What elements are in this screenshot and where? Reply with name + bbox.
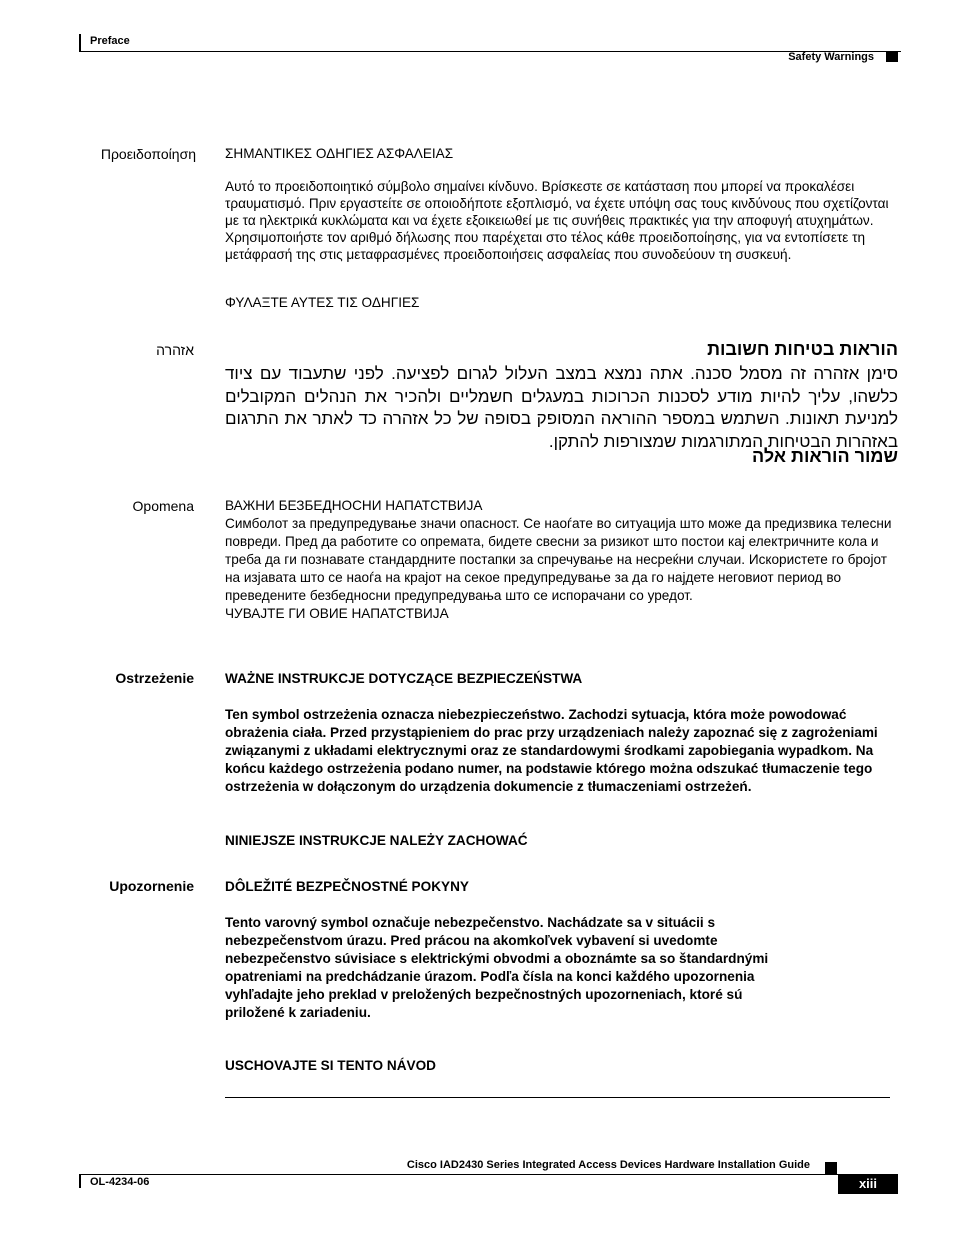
warning-label-slovak: Upozornenie <box>109 878 194 894</box>
warning-label-hebrew: אזהרה <box>156 342 194 358</box>
footer-title: Cisco IAD2430 Series Integrated Access Devices Hardware Installation Guide <box>406 1159 810 1171</box>
warning-macedonian <box>225 497 893 623</box>
header-subsection: Safety Warnings <box>788 51 874 63</box>
warning-title-greek: ΣΗΜΑΝΤΙΚΕΣ ΟΔΗΓΙΕΣ ΑΣΦΑΛΕΙΑΣ <box>225 146 454 161</box>
header-marker <box>886 51 898 62</box>
warning-label-polish: Ostrzeżenie <box>115 670 194 686</box>
warning-title-hebrew: הוראות בטיחות חשובות <box>707 339 898 359</box>
warning-label-greek: Προειδοποίηση <box>100 146 196 162</box>
warning-save-hebrew: שמור הוראות אלה <box>752 446 898 466</box>
warning-label-macedonian: Opomena <box>132 498 194 514</box>
footer-doc-number: OL-4234-06 <box>90 1176 150 1188</box>
warning-save-greek: ΦΥΛΑΞΤΕ ΑΥΤΕΣ ΤΙΣ ΟΔΗΓΙΕΣ <box>225 295 420 310</box>
warning-save-slovak: USCHOVAJTE SI TENTO NÁVOD <box>225 1058 436 1073</box>
warning-title-macedonian: ВАЖНИ БЕЗБЕДНОСНИ НАПАТСТВИЈА <box>225 498 483 513</box>
warning-body-polish: Ten symbol ostrzeżenia oznacza niebezpieczeństwo. Zachodzi sytuacja, która może powodować obrażenia ciała. Przed przystąpieniem do prac przy urządzeniach należy zapoznać się z zagrożeniami związanymi z układami elektrycznymi oraz ze standardowymi środkami zapobiegania wypadkom. Na końcu każdego ostrzeżenia podano numer, na podstawie którego można odszukać tłumaczenie tego ostrzeżenia w dołączonym do urządzenia dokumencie z tłumaczeniami ostrzeżeń. <box>225 707 878 794</box>
page-number: xiii <box>838 1174 898 1194</box>
warning-body-greek: Αυτό το προειδοποιητικό σύμβολο σημαίνει κίνδυνο. Βρίσκεστε σε κατάσταση που μπορεί να προκαλέσει τραυματισμό. Πριν εργαστείτε σε οποιοδήποτε εξοπλισμό, να έχετε υπόψη σας τους κινδύνους που σχετίζονται με τα ηλεκτρικά κυκλώματα και να έχετε εξοικειωθεί με τις συνήθεις πρακτικές για την αποφυγή ατυχημάτων. Χρησιμοποιήστε τον αριθμό δήλωσης που παρέχεται στο τέλος κάθε προειδοποίησης, για να εντοπίσετε τη μετάφρασή της στις μεταφρασμένες προειδοποιήσεις ασφαλείας που συνοδεύουν τη συσκευή. <box>225 179 889 262</box>
warning-body-hebrew: סימן אזהרה זה מסמל סכנה. אתה נמצא במצב העלול לגרום לפציעה. לפני שתעבוד עם ציוד כלשהו, עליך להיות מודע לסכנות הכרוכות במעגלים חשמליים ולהכיר את הנהלים המקובלים למניעת תאונות. השתמש במספר ההוראה המסופק בסופה של כל אזהרה כד לאתר את התרגום באזהרות הבטיחות המתורגמות שמצורפות להתקן. <box>225 364 898 451</box>
footer-rule <box>79 1174 840 1188</box>
footer-marker <box>825 1162 837 1174</box>
section-divider <box>225 1097 890 1098</box>
warning-save-polish: NINIEJSZE INSTRUKCJE NALEŻY ZACHOWAĆ <box>225 833 528 848</box>
warning-body-macedonian: Симболот за предупредување значи опасност. Се наоѓате во ситуација што може да предизвика телесни повреди. Пред да работите со опремата, бидете свесни за ризикот што постои кај електричните кола и треба да ги познавате стандардните постапки за спречување на несреќни случаи. Искористете го бројот на изјавата што се наоѓа на крајот на секое предупредување за да го најдете неговиот период во преведените безбедносни предупредувања што се испорачани со уредот. <box>225 516 892 603</box>
warning-title-polish: WAŻNE INSTRUKCJE DOTYCZĄCE BEZPIECZEŃSTWA <box>225 671 583 686</box>
header-rule <box>79 34 901 52</box>
warning-body-slovak: Tento varovný symbol označuje nebezpečenstvo. Nachádzate sa v situácii s nebezpečenstvom úrazu. Pred prácou na akomkoľvek vybavení si uvedomte nebezpečenstvo súvisiace s elektrickými obvodmi a oboznámte sa so štandardnými opatreniami na predchádzanie úrazom. Podľa čísla na konci každého upozornenia vyhľadajte jeho preklad v preložených bezpečnostných upozorneniach, ktoré sú priložené k zariadeniu. <box>225 915 769 1020</box>
header-section: Preface <box>90 35 130 47</box>
warning-save-macedonian: ЧУВАЈТЕ ГИ ОВИЕ НАПАТСТВИЈА <box>225 606 449 621</box>
warning-title-slovak: DÔLEŽITÉ BEZPEČNOSTNÉ POKYNY <box>225 879 469 894</box>
